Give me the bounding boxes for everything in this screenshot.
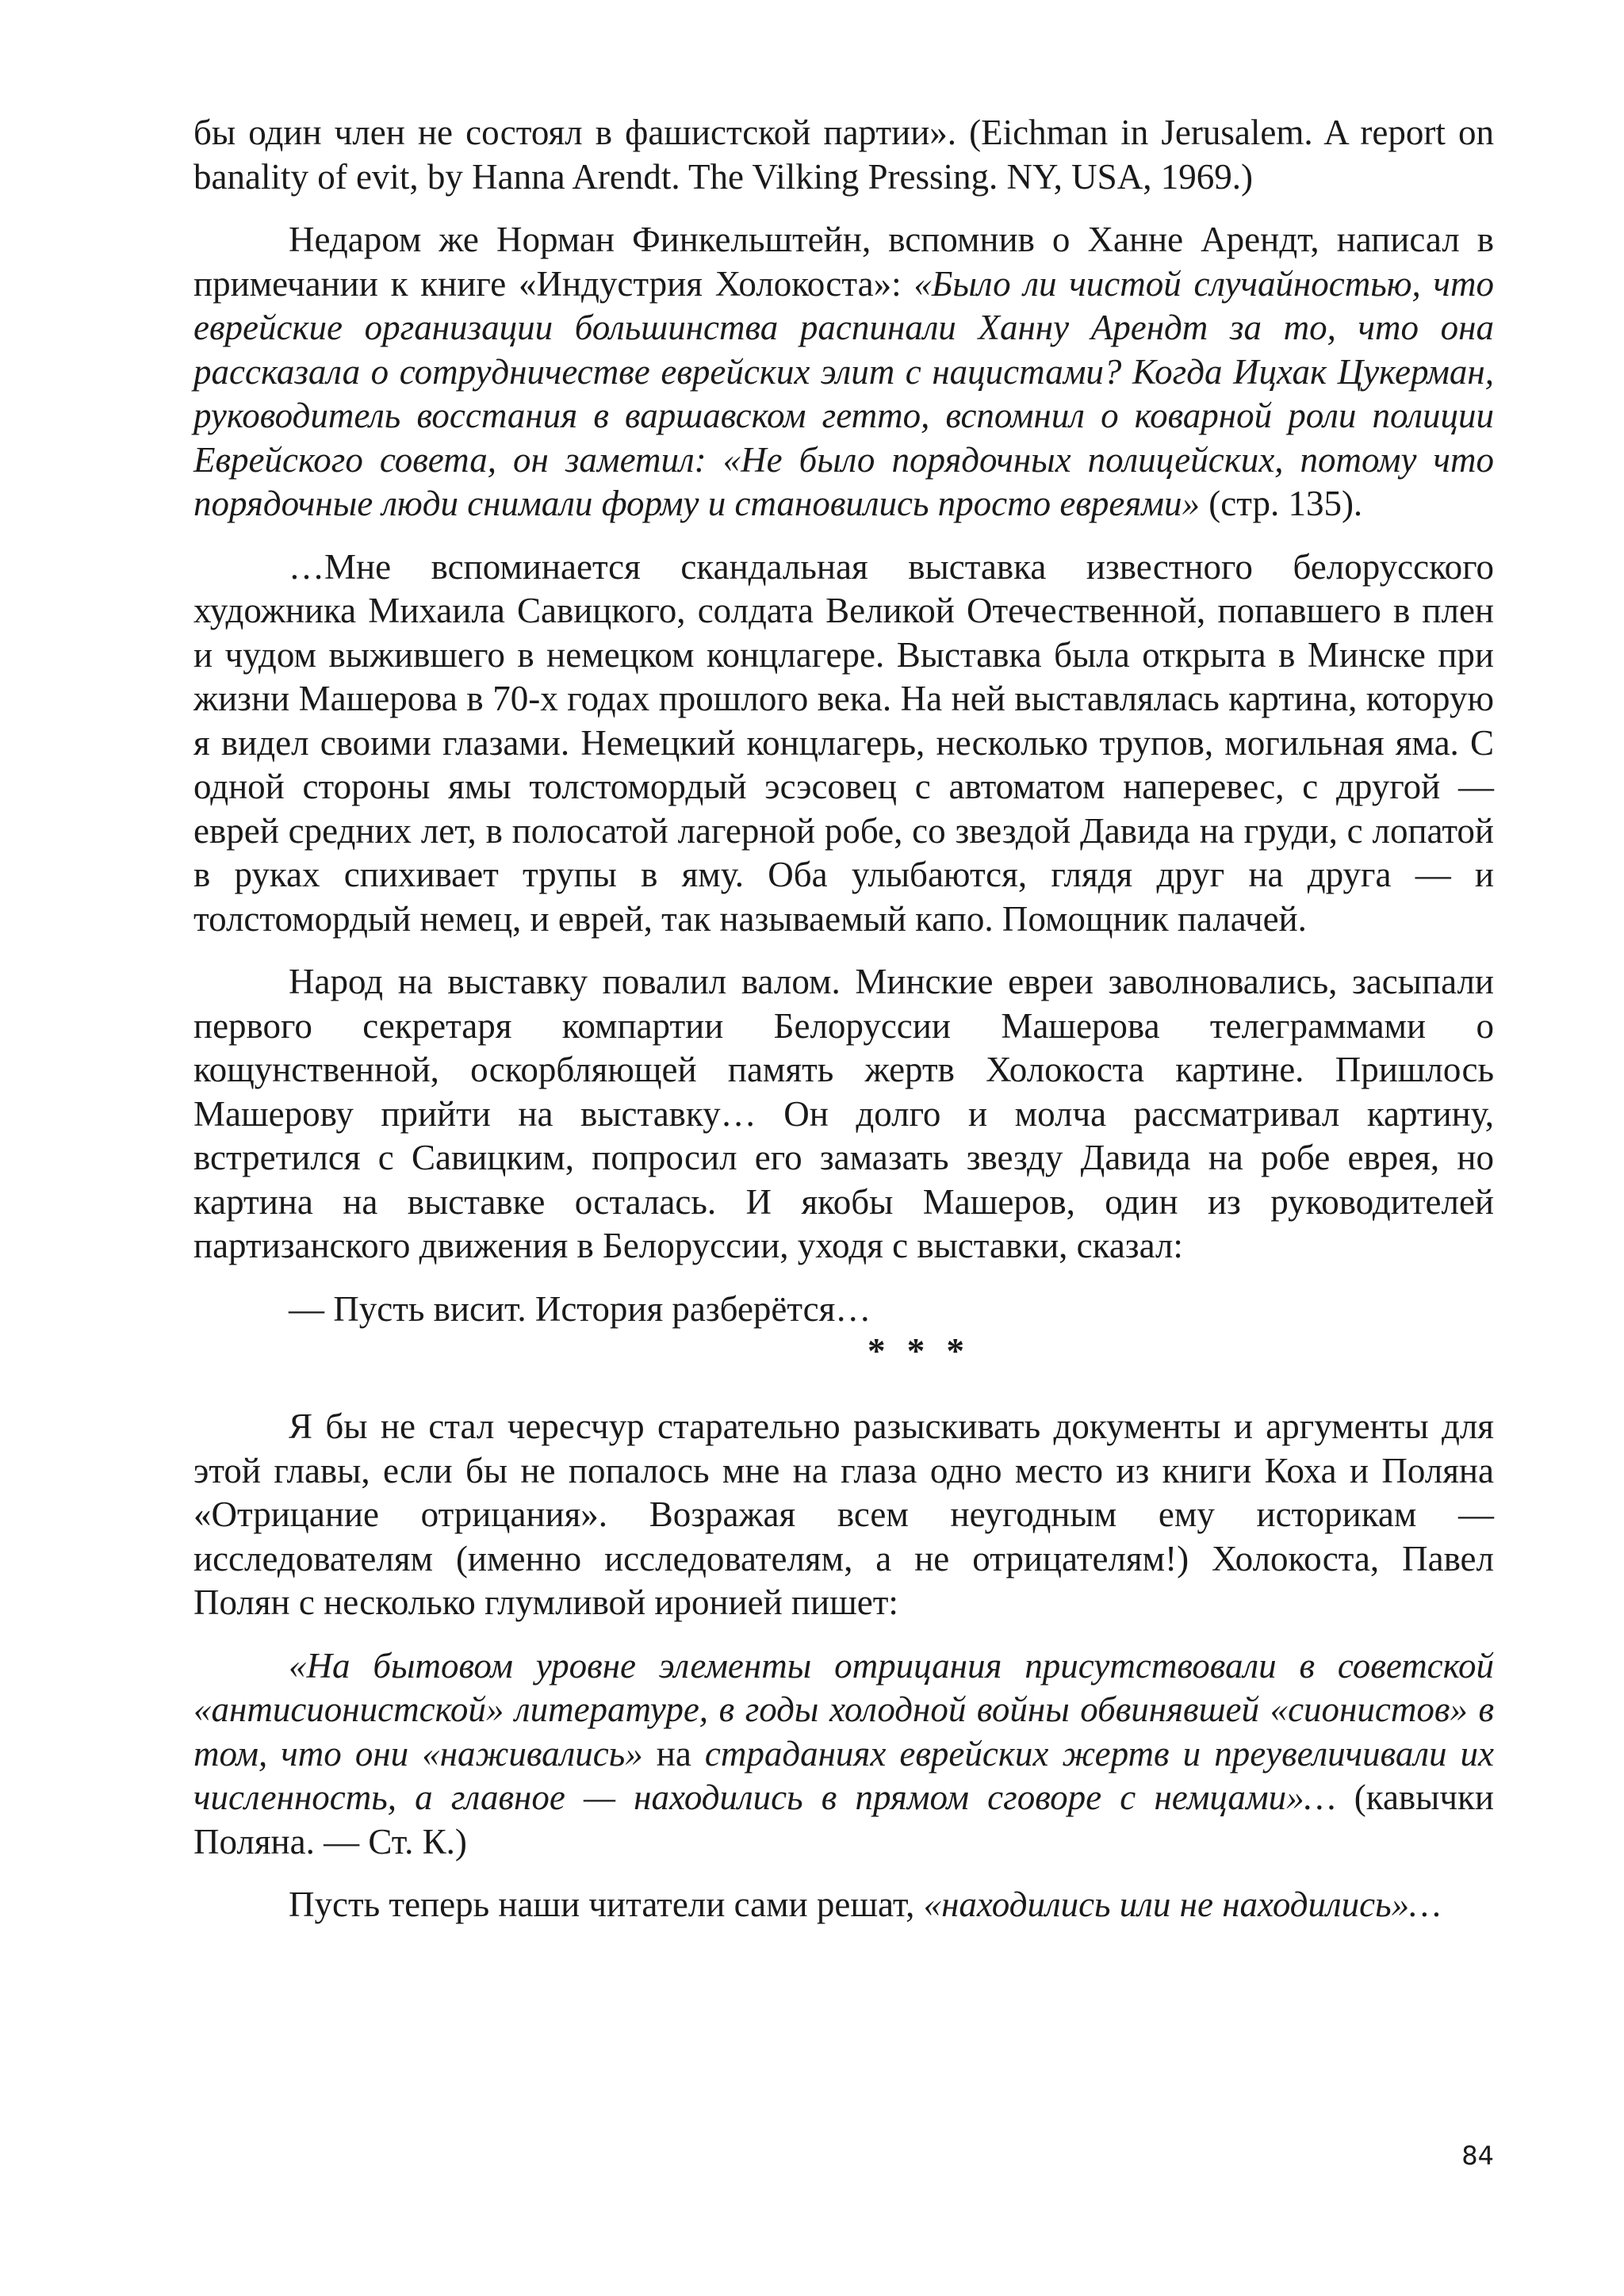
paragraph-polyan-quote <box>193 1644 1494 1865</box>
quote-segment: «На бытовом уровне элементы отрицания присутствовали в советской «антисионистской» литературе, в годы холодной войны обвинявшей «сионистов» в том, что они «наживались» <box>193 1645 1494 1774</box>
text-segment: …Мне вспоминается скандальная выставка известного белорусского художника Михаила Савицкого, солдата Великой Отечественной, попавшего в плен и чудом выжившего в немецком концлагере. Выставка была открыта в Минске при жизни Машерова в 70-х годах прошлого века. На ней выставлялась картина, которую я видел своими глазами. Немецкий концлагерь, несколько трупов, могильная яма. С одной стороны ямы толстомордый эсэсовец с автоматом наперевес, с другой — еврей средних лет, в полосатой лагерной робе, со звездой Давида на груди, с лопатой в руках спихивает трупы в яму. Оба улыбаются, глядя друг на друга — и толстомордый немец, и еврей, так называемый капо. Помощник палачей. <box>193 546 1494 939</box>
quote-segment: страданиях еврейских жертв и преувеличивали их численность, а главное — находились в прямом сговоре с немцами»… <box>193 1733 1494 1817</box>
document-page <box>193 111 1494 1946</box>
text-segment: (кавычки Поляна. — Ст. К.) <box>193 1777 1494 1862</box>
text-segment: бы один член не состоял в фашистской партии». (Eichman in Jerusalem. A report on banality of evit, by Hanna Arendt. The Vilking Pressing. NY, USA, 1969.) <box>193 113 1494 197</box>
text-segment: Я бы не стал чересчур старательно разыскивать документы и аргументы для этой главы, если бы не попалось мне на глаза одно место из книги Коха и Поляна «Отрицание отрицания». Возражая всем неугодным ему историкам — исследователям (именно исследователям, а не отрицателям!) Холокоста, Павел Полян с несколько глумливой иронией пишет: <box>193 1406 1494 1622</box>
paragraph-finkelstein <box>193 218 1494 526</box>
text-segment: Пусть теперь наши читатели сами решат, <box>289 1885 924 1924</box>
paragraph-dialogue <box>193 1288 1494 1332</box>
paragraph-polyan-intro <box>193 1405 1494 1625</box>
paragraph-masherov <box>193 960 1494 1269</box>
text-segment: на <box>642 1733 705 1774</box>
paragraph-conclusion <box>193 1883 1494 1927</box>
text-segment: Народ на выставку повалил валом. Минские евреи заволновались, засыпали первого секретаря компартии Белоруссии Машерова телеграммами о кощунственной, оскорбляющей память жертв Холокоста картине. Пришлось Машерову прийти на выставку… Он долго и молча рассматривал картину, встретился с Савицким, попросил его замазать звезду Давида на робе еврея, но картина на выставке осталась. И якобы Машеров, один из руководителей партизанского движения в Белоруссии, уходя с выставки, сказал: <box>193 962 1494 1265</box>
paragraph-citation-end <box>193 111 1494 199</box>
text-segment: Недаром же Норман Финкельштейн, вспомнив о Ханне Арендт, написал в примечании к книге «Индустрия Холокоста»: <box>193 220 1494 304</box>
section-separator: * * * <box>868 1331 971 1371</box>
page-number: 84 <box>1461 2141 1494 2171</box>
quote-segment: «находились или не находились»… <box>923 1885 1442 1924</box>
text-segment: — Пусть висит. История разберётся… <box>289 1288 871 1329</box>
quote-segment: «Было ли чистой случайностью, что еврейские организации большинства распинали Ханну Арендт за то, что она рассказала о сотрудничестве еврейских элит с нацистами? Когда Ицхак Цукерман, руководитель восстания в варшавском гетто, вспомнил о коварной роли полиции Еврейского совета, он заметил: «Не было порядочных полицейских, потому что порядочные люди снимали форму и становились просто евреями» <box>193 263 1494 523</box>
paragraph-savitsky-exhibition <box>193 545 1494 942</box>
text-segment: (стр. 135). <box>1200 484 1363 523</box>
